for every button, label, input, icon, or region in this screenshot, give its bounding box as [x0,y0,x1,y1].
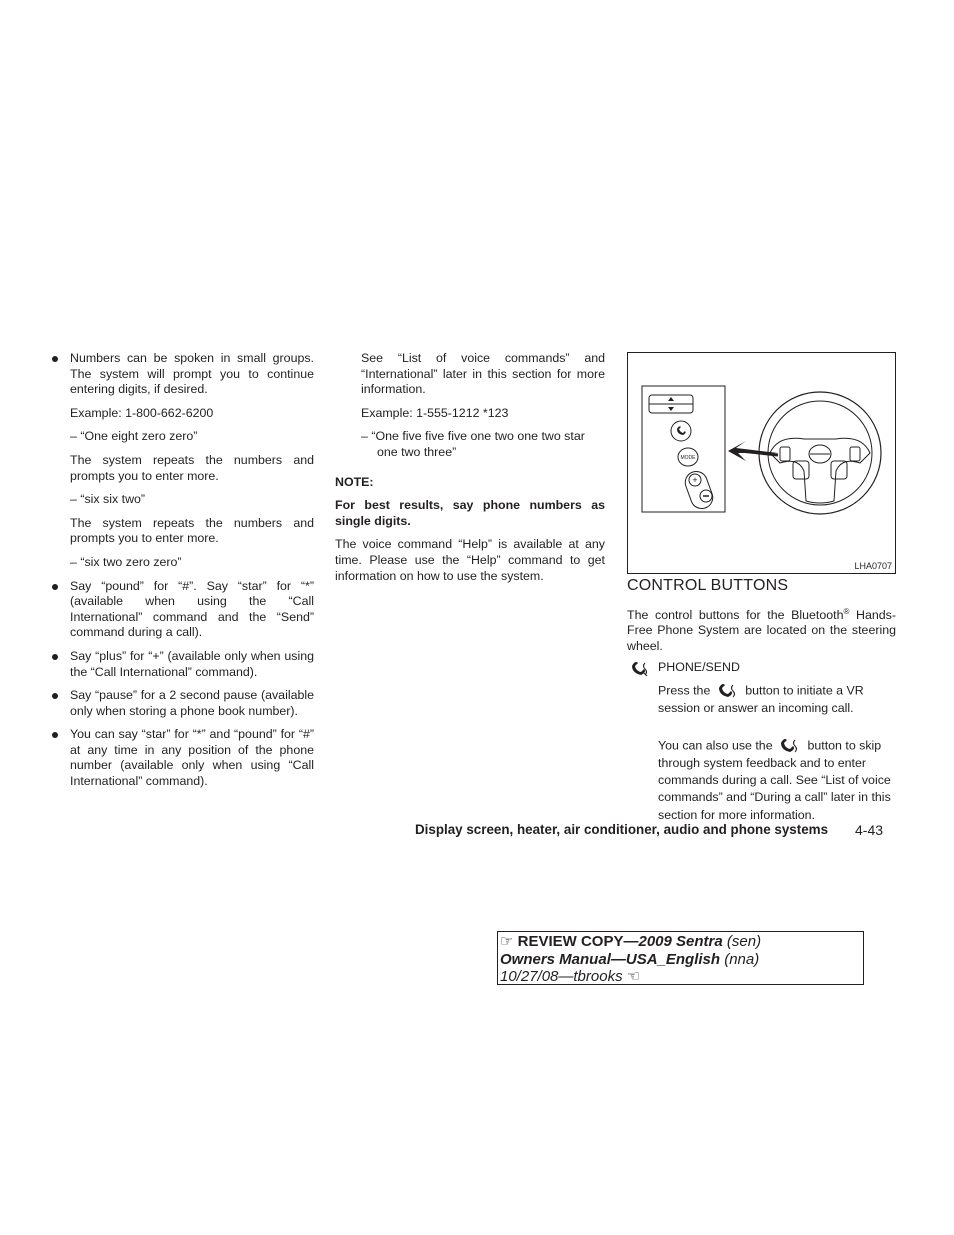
bullet-dot [52,584,58,590]
spoken-example: – “six six two” [70,492,146,507]
arrow-up-icon [668,397,674,401]
list-item-text: You can say “star” for “*” and “pound” for “#” at any time in any position of the phone number (available only when using “Call International” command). [70,727,314,789]
skip-instruction [627,737,896,825]
review-line-3 [500,968,863,986]
also-text-b: button to skip through system feedback and to enter commands during a call. See “List of voice commands” and “During a call” later in this section for more information. [658,737,891,822]
bullet-dot [52,654,58,660]
list-item-text: Say “pause” for a 2 second pause (available only when storing a phone book number). [70,688,314,718]
plus-icon: + [692,475,698,485]
body-text: The system repeats the numbers and prompts you to enter more. [70,515,314,546]
phone-send-icon [629,660,651,678]
pointing-hand-left-icon: ☜ [626,968,641,985]
list-item [38,579,314,641]
registered-mark: ® [843,606,850,616]
volume-switch [682,468,716,511]
also-text-a: You can also use the [658,737,773,752]
steering-wheel-figure [627,352,896,574]
intro-text-part: Hands-Free Phone System are located on the steering wheel. [627,607,896,653]
spoken-example: – “One eight zero zero” [70,429,198,444]
right-switch-cluster [850,447,860,461]
phone-send-button [671,421,691,441]
right-lower-switch [831,461,847,479]
list-item-text: Say “plus” for “+” (available only when using the “Call International” command). [70,648,314,679]
list-item [38,727,314,789]
phone-send-row [627,660,896,678]
manual-name: Owners Manual—USA_English [500,950,721,968]
section-title: Display screen, heater, air conditioner, audio and phone systems [415,822,829,837]
list-item-text: Numbers can be spoken in small groups. The system will prompt you to continue entering digits, if desired. [70,351,314,397]
press-text-a: Press the [658,682,711,697]
model-code: (sen) [722,933,762,950]
list-item-text: Say “pound” for “#”. Say “star” for “*” (available when using the “Call International” command and the “Send” command during a call). [70,578,314,640]
language-code: (nna) [720,950,760,968]
phone-icon [677,426,686,435]
list-item [38,649,314,680]
phone-send-label: PHONE/SEND [658,659,740,674]
intro-text [627,604,896,655]
bullet-dot [52,356,58,362]
figure-caption: LHA0707 [854,561,892,571]
bullet-dot [52,732,58,738]
left-switch-cluster [780,447,790,461]
wheel-hub [770,438,870,503]
steering-wheel-illustration [628,353,895,573]
phone-send-icon [714,682,742,700]
page-number: 4-43 [855,822,884,838]
press-instruction [627,682,896,717]
example-text: Example: 1-800-662-6200 [70,405,214,420]
review-copy-stamp [497,931,864,985]
body-text: See “List of voice commands” and “International” later in this section for more information. [361,351,605,397]
middle-column [335,351,605,584]
note-label: NOTE: [335,474,374,489]
spoken-example: – “six two zero zero” [70,554,182,569]
review-date: 10/27/08—tbrooks [500,968,623,985]
arrow-down-icon [668,407,674,411]
list-item [38,351,314,398]
review-line-1 [500,933,863,951]
left-column [38,351,314,798]
review-copy-label: REVIEW COPY— [517,933,639,950]
note-text: For best results, say phone numbers as single digits. [335,498,605,528]
right-column [627,578,896,824]
phone-send-icon [776,737,804,755]
example-text: Example: 1-555-1212 *123 [361,405,509,420]
intro-text-part: The control buttons for the Bluetooth [627,607,844,622]
list-item [38,688,314,719]
review-line-2 [500,951,863,969]
body-text: The system repeats the numbers and prompts you to enter more. [70,452,314,483]
press-text-b: button to initiate a VR session or answer an incoming call. [658,682,864,715]
body-text: The voice command “Help” is available at any time. Please use the “Help” command to get information on how to use the system. [335,537,605,583]
spoken-example: – “One five five five one two one two star one two three” [361,429,585,459]
pointing-hand-icon: ☞ [500,933,514,950]
model-name: 2009 Sentra [638,933,723,950]
left-lower-switch [793,461,809,479]
section-heading: CONTROL BUTTONS [627,577,789,594]
wheel-rim-inner [768,401,872,505]
bullet-dot [52,693,58,699]
mode-label: MODE [680,455,696,461]
